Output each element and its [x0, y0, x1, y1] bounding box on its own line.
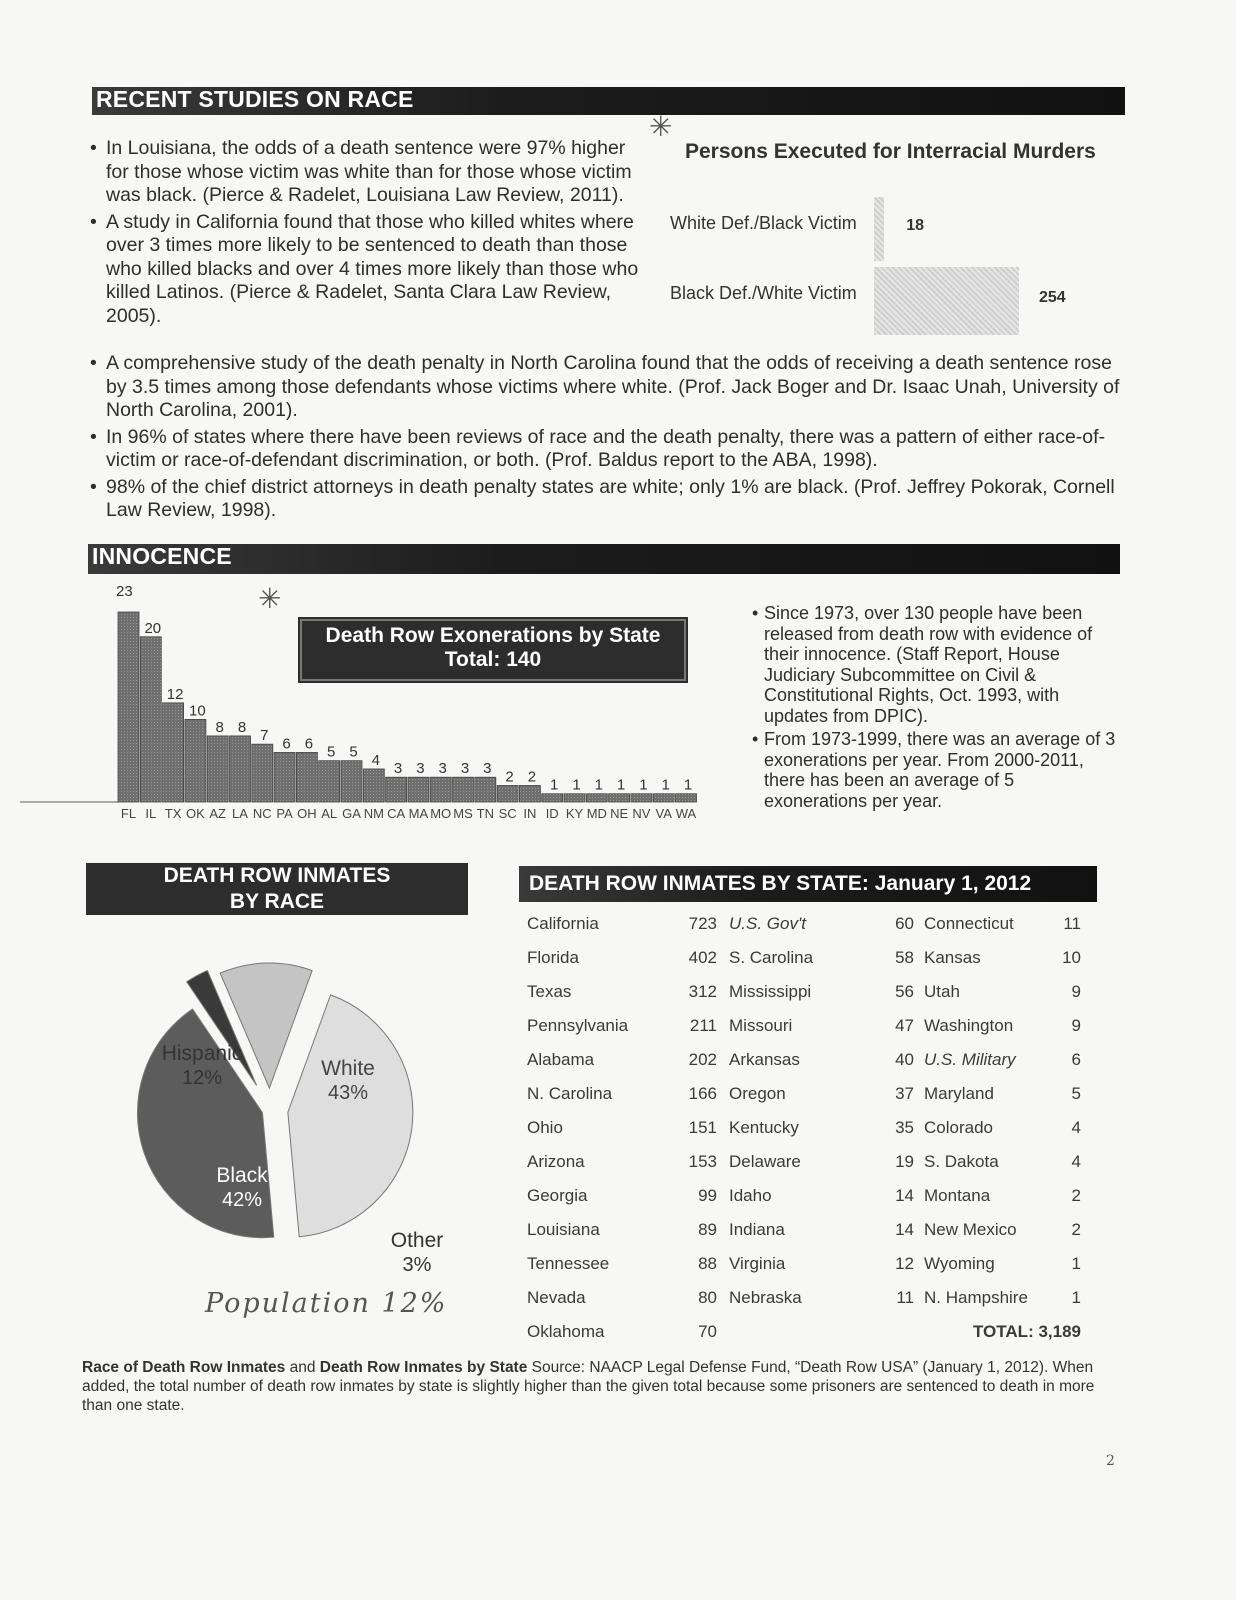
exon-category-label: AL — [321, 806, 338, 821]
exon-bar — [475, 777, 496, 802]
inmates-table-title: DEATH ROW INMATES BY STATE: January 1, 2012 — [529, 872, 1032, 895]
exon-category-label: KY — [565, 806, 584, 821]
cell-n2: 12 — [895, 1254, 914, 1273]
cell-n3: 9 — [1071, 982, 1081, 1001]
cell-n1: 202 — [688, 1050, 717, 1069]
interracial-category-label: Black Def./White Victim — [670, 283, 857, 303]
cell-n1: 80 — [698, 1288, 717, 1307]
cell-s1: California — [527, 914, 599, 933]
innocence-bullets — [752, 603, 1122, 814]
cell-s1: Tennessee — [527, 1254, 610, 1273]
pie-value-hispanic: 12% — [181, 1067, 223, 1089]
cell-n1: 99 — [698, 1186, 717, 1205]
cell-s3: S. Dakota — [924, 1152, 999, 1171]
cell-n1: 723 — [688, 914, 717, 933]
cell-n3: 11 — [1063, 914, 1081, 933]
exon-bar — [140, 637, 161, 802]
cell-s3: Montana — [924, 1186, 991, 1205]
exon-category-label: ID — [545, 806, 559, 821]
exon-value-label: 1 — [550, 776, 559, 794]
exon-bar — [230, 736, 251, 802]
footnote — [82, 1358, 1112, 1415]
star-mark-icon-2: ✳ — [258, 583, 282, 614]
cell-s2: Mississippi — [729, 982, 812, 1001]
table-row — [527, 1009, 1081, 1043]
exon-category-label: GA — [342, 806, 361, 821]
race-pie-chart — [120, 960, 480, 1280]
exon-category-label: AZ — [209, 806, 227, 821]
exon-category-label: MS — [453, 806, 473, 821]
inmates-table-header — [519, 866, 1097, 902]
cell-s2: Indiana — [729, 1220, 785, 1239]
exon-value-label: 1 — [572, 776, 581, 794]
pie-slice-white — [288, 995, 413, 1237]
cell-s1: Oklahoma — [527, 1322, 605, 1341]
exon-bar — [341, 761, 362, 802]
pie-value-black: 42% — [221, 1189, 263, 1211]
exon-value-label: 6 — [304, 735, 314, 753]
exon-category-label: LA — [232, 806, 248, 821]
exon-bar — [542, 794, 563, 802]
exon-category-label: MO — [430, 806, 452, 821]
exon-value-label: 2 — [527, 768, 537, 786]
exon-value-label: 10 — [189, 702, 206, 720]
exon-category-label: FL — [120, 806, 137, 821]
cell-n2: 60 — [895, 914, 914, 933]
cell-s3: Connecticut — [924, 914, 1014, 933]
star-mark-icon: ✳ — [649, 111, 673, 142]
cell-s3: Wyoming — [924, 1254, 995, 1273]
cell-n3: 2 — [1071, 1220, 1081, 1239]
cell-s1: Nevada — [527, 1288, 586, 1307]
race-chart-title-line1: DEATH ROW INMATES — [163, 864, 391, 887]
race-bullets-top — [90, 137, 650, 331]
pie-value-white: 43% — [327, 1082, 369, 1104]
cell-s1: Georgia — [527, 1186, 588, 1205]
pie-label-black: Black — [216, 1164, 268, 1187]
exonerations-title-line2: Total: 140 — [444, 648, 542, 671]
interracial-bar — [874, 267, 1019, 335]
exonerations-chart — [10, 578, 750, 828]
exon-value-label: 3 — [483, 760, 492, 778]
section-header-innocence — [88, 544, 1120, 574]
cell-s3: N. Hampshire — [924, 1288, 1028, 1307]
cell-s3: New Mexico — [924, 1220, 1017, 1239]
exon-bar — [185, 719, 206, 802]
exon-value-label: 8 — [237, 718, 247, 736]
pie-label-white: White — [321, 1057, 375, 1080]
interracial-chart-title: Persons Executed for Interracial Murders — [685, 140, 1096, 163]
footnote-and: and — [285, 1359, 320, 1376]
cell-n1: 153 — [688, 1152, 717, 1171]
exon-bar — [252, 744, 273, 802]
exon-bar — [586, 794, 607, 802]
table-row — [527, 907, 1081, 941]
exon-bar — [453, 777, 474, 802]
exon-value-label: 1 — [616, 776, 626, 794]
exon-bar — [497, 785, 518, 802]
cell-n3: 4 — [1071, 1152, 1081, 1171]
cell-s1: Ohio — [527, 1118, 563, 1137]
exon-value-label: 1 — [639, 776, 648, 794]
exon-bar — [118, 612, 139, 802]
exon-bar — [386, 777, 407, 802]
exon-category-label: OH — [297, 806, 317, 821]
exon-value-label: 4 — [371, 751, 380, 769]
exon-value-label: 1 — [594, 776, 603, 794]
footnote-bold-1: Race of Death Row Inmates — [82, 1359, 286, 1376]
exon-bar — [296, 752, 317, 802]
interracial-category-label: White Def./Black Victim — [670, 213, 857, 233]
exon-bar — [207, 736, 228, 802]
exon-bar — [430, 777, 451, 802]
exon-category-label: IL — [145, 806, 157, 821]
page-number: 2 — [1106, 1453, 1115, 1469]
section-header-race — [92, 87, 1125, 115]
exon-bar — [653, 794, 674, 802]
cell-n1: 89 — [698, 1220, 717, 1239]
table-row — [527, 941, 1081, 975]
cell-n2: 14 — [895, 1220, 914, 1239]
cell-n2: 37 — [895, 1084, 914, 1103]
cell-n3: 1 — [1071, 1254, 1081, 1273]
cell-n2: 19 — [895, 1152, 914, 1171]
cell-s2: Delaware — [729, 1152, 801, 1171]
exon-category-label: NV — [632, 806, 651, 821]
cell-n3: 1 — [1071, 1288, 1081, 1307]
exon-value-label: 12 — [166, 685, 184, 703]
table-row-last — [527, 1315, 1081, 1349]
cell-s2: Arkansas — [729, 1050, 800, 1069]
cell-s1: Alabama — [527, 1050, 595, 1069]
race-chart-title-box — [86, 863, 468, 915]
cell-s2: Virginia — [729, 1254, 786, 1273]
cell-s3: U.S. Military — [924, 1050, 1016, 1069]
race-bullet-1: • In Louisiana, the odds of a death sentence were 97% higher for those whose victim was white than for those whose victim was black. (Pierce & Radelet, Louisiana Law Review, 2011). — [90, 137, 650, 208]
exon-bar — [519, 785, 540, 802]
exonerations-title-line1: Death Row Exonerations by State — [325, 624, 661, 647]
exon-category-label: PA — [276, 806, 293, 821]
cell-n1: 402 — [688, 948, 717, 967]
cell-n2: 11 — [896, 1288, 914, 1307]
table-row — [527, 1179, 1081, 1213]
cell-n1: 151 — [688, 1118, 717, 1137]
exon-value-label: 1 — [683, 776, 693, 794]
cell-s3: Colorado — [924, 1118, 993, 1137]
cell-n2: 47 — [895, 1016, 914, 1035]
exon-bar — [363, 769, 384, 802]
race-bullet-2: • A study in California found that those who killed whites where over 3 times more likely to be sentenced to death than those who killed blacks and over 4 times more likely than those who killed Latinos. (Pierce & Radelet, Santa Clara Law Review, 2005). — [90, 211, 650, 329]
exonerations-title-box — [300, 619, 686, 681]
cell-s1: Pennsylvania — [527, 1016, 629, 1035]
pie-value-other: 3% — [402, 1254, 432, 1276]
exon-category-label: VA — [655, 806, 672, 821]
exon-value-label: 23 — [116, 583, 133, 600]
cell-n2: 35 — [895, 1118, 914, 1137]
cell-n2: 58 — [895, 948, 914, 967]
innocence-bullet-2: • From 1973-1999, there was an average of 3 exonerations per year. From 2000-2011, there has been an average of 5 exonerations per year. — [752, 729, 1122, 811]
exon-value-label: 3 — [393, 760, 403, 778]
exon-bar — [319, 761, 340, 802]
pie-label-hispanic: Hispanic — [161, 1042, 243, 1065]
cell-s3: Maryland — [924, 1084, 994, 1103]
exon-bar — [163, 703, 184, 802]
cell-s2: Missouri — [729, 1016, 793, 1035]
cell-n1: 70 — [698, 1322, 717, 1341]
cell-n3: 5 — [1071, 1084, 1081, 1103]
footnote-bold-2: Death Row Inmates by State — [319, 1359, 528, 1376]
exon-bar — [564, 794, 585, 802]
exon-value-label: 3 — [438, 760, 447, 778]
table-row — [527, 1077, 1081, 1111]
cell-s2: Nebraska — [729, 1288, 802, 1307]
inmates-total: TOTAL: 3,189 — [972, 1322, 1081, 1341]
exon-value-label: 3 — [460, 760, 470, 778]
exon-category-label: TN — [476, 806, 494, 821]
innocence-bullet-1: • Since 1973, over 130 people have been released from death row with evidence of their innocence. (Staff Report, House Judiciary Subcommittee on Civil & Constitutional Rights, Oct. 1993, with updates from DPIC). — [752, 603, 1122, 726]
interracial-chart — [660, 185, 1100, 345]
exon-value-label: 5 — [327, 743, 336, 761]
cell-s3: Kansas — [924, 948, 981, 967]
exon-category-label: SC — [498, 806, 517, 821]
exon-value-label: 8 — [215, 718, 224, 736]
exon-bar — [609, 794, 630, 802]
exon-value-label: 3 — [416, 760, 425, 778]
race-bullet-3: • A comprehensive study of the death penalty in North Carolina found that the odds of receiving a death sentence rose by 3.5 times among those defendants whose victims where white. (Prof. Jack Boger and Dr. Isaac Unah, University of North Carolina, 2001). — [90, 352, 1130, 423]
cell-n1: 88 — [698, 1254, 717, 1273]
cell-s2: S. Carolina — [729, 948, 814, 967]
cell-n1: 312 — [688, 982, 717, 1001]
cell-n3: 4 — [1071, 1118, 1081, 1137]
table-row — [527, 1145, 1081, 1179]
section-title-innocence: INNOCENCE — [92, 543, 232, 569]
cell-n3: 10 — [1062, 948, 1081, 967]
interracial-value-label: 254 — [1039, 289, 1066, 306]
exon-value-label: 20 — [144, 619, 162, 637]
exon-value-label: 6 — [282, 735, 291, 753]
cell-s3: Utah — [924, 982, 960, 1001]
exon-category-label: NM — [363, 806, 384, 821]
table-row — [527, 1281, 1081, 1315]
cell-n3: 9 — [1071, 1016, 1081, 1035]
race-bullets-bottom — [90, 352, 1130, 526]
handwritten-population-note: Population 12% — [205, 1288, 448, 1319]
pie-label-other: Other — [390, 1229, 444, 1252]
cell-s2: Idaho — [729, 1186, 772, 1205]
cell-n2: 56 — [895, 982, 914, 1001]
exon-value-label: 1 — [661, 776, 670, 794]
table-row — [527, 975, 1081, 1009]
pie-slice-hispanic — [220, 963, 312, 1088]
cell-n1: 166 — [688, 1084, 717, 1103]
exon-category-label: NE — [610, 806, 629, 821]
section-title-race: RECENT STUDIES ON RACE — [96, 86, 414, 112]
cell-s2: Oregon — [729, 1084, 786, 1103]
table-row — [527, 1043, 1081, 1077]
interracial-value-label: 18 — [906, 217, 925, 234]
cell-s1: Florida — [527, 948, 579, 967]
exon-category-label: CA — [387, 806, 406, 821]
cell-s1: N. Carolina — [527, 1084, 613, 1103]
inmates-table — [527, 907, 1081, 1349]
exon-category-label: NC — [252, 806, 272, 821]
interracial-bar — [874, 197, 884, 261]
exon-category-label: TX — [164, 806, 182, 821]
cell-s2: U.S. Gov't — [729, 914, 806, 933]
race-chart-title-line2: BY RACE — [229, 890, 325, 913]
table-row — [527, 1111, 1081, 1145]
exon-bar — [631, 794, 652, 802]
exon-category-label: MD — [586, 806, 607, 821]
exon-value-label: 5 — [349, 743, 358, 761]
cell-n1: 211 — [689, 1016, 717, 1035]
exon-bar — [274, 752, 295, 802]
exon-bar — [408, 777, 429, 802]
cell-s2: Kentucky — [729, 1118, 799, 1137]
cell-n3: 2 — [1071, 1186, 1081, 1205]
exon-value-label: 7 — [260, 727, 269, 745]
cell-s1: Louisiana — [527, 1220, 600, 1239]
race-bullet-4: • In 96% of states where there have been reviews of race and the death penalty, there was a pattern of either race-of-victim or race-of-defendant discrimination, or both. (Prof. Baldus report to the ABA, 1998). — [90, 426, 1130, 473]
cell-n2: 14 — [895, 1186, 914, 1205]
cell-n2: 40 — [895, 1050, 914, 1069]
exon-category-label: IN — [523, 806, 537, 821]
race-bullet-5: • 98% of the chief district attorneys in death penalty states are white; only 1% are black. (Prof. Jeffrey Pokorak, Cornell Law Review, 1998). — [90, 476, 1130, 523]
exon-category-label: OK — [186, 806, 205, 821]
exon-category-label: WA — [675, 806, 697, 821]
cell-s3: Washington — [924, 1016, 1014, 1035]
cell-s1: Texas — [527, 982, 572, 1001]
table-row — [527, 1213, 1081, 1247]
exon-category-label: MA — [408, 806, 429, 821]
exon-bar — [676, 794, 697, 802]
cell-s1: Arizona — [527, 1152, 585, 1171]
footnote-text: Source: NAACP Legal Defense Fund, “Death Row USA” (January 1, 2012). When added, the total number of death row inmates by state is slightly higher than the given total because some prisoners are sentenced to death in more than one state. — [82, 1359, 1095, 1414]
exon-value-label: 2 — [505, 768, 514, 786]
cell-n3: 6 — [1071, 1050, 1081, 1069]
table-row — [527, 1247, 1081, 1281]
